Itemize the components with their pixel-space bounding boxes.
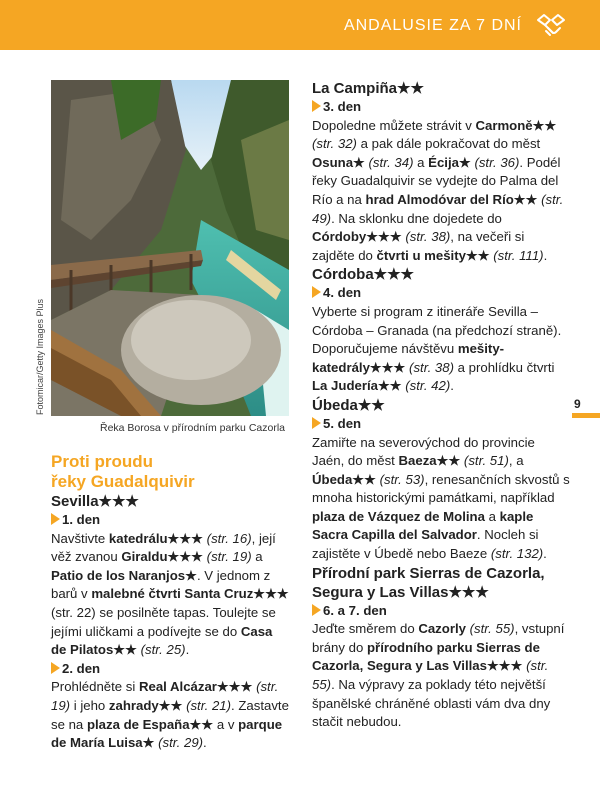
heading-cordoba: Córdoba★★★ (312, 266, 415, 284)
day-1-text: Navštivte katedrálu★★★ (str. 16), její věž zvanou Giraldu★★★ (str. 19) a Patio de los Naranjos★. V jednom z barů v malebné čtvrti Santa Cruz★★★ (str. 22) se posilněte tapas. Toulejte se jejími uličkami a podívejte se do Casa de Pilatos★★ (str. 25). (51, 530, 289, 658)
day-2-text: Prohlédněte si Real Alcázar★★★ (str. 19) i jeho zahrady★★ (str. 21). Zastavte se na plaza de España★★ a v parque de María Luisa★ (str. 29). (51, 679, 289, 751)
river-photo (51, 80, 289, 416)
triangle-icon (312, 286, 321, 298)
triangle-icon (51, 513, 60, 525)
page-number: 9 (574, 397, 581, 411)
page-number-bar (572, 413, 600, 418)
itinerary-column-right (312, 79, 570, 732)
day-5-text: Zamiřte na severovýchod do provincie Jaén, do měst Baeza★★ (str. 51), a Úbeda★★ (str. 53), renesančních skvostů s mnoha historickými památkami, například plaza de Vázquez de Molina a kaple Sacra Capilla del Salvador. Nocleh si zajistěte v Úbedě nebo Baeze (str. 132). (312, 434, 570, 562)
photo-caption: Řeka Borosa v přírodním parku Cazorla (100, 422, 285, 434)
photo-credit: Fotomicar/Getty Images Plus (35, 298, 45, 415)
heading-ubeda: Úbeda★★ (312, 396, 385, 414)
itinerary-column-left (51, 452, 291, 753)
chapter-header (0, 0, 600, 50)
day-4-label: 4. den (312, 284, 570, 303)
day-3-label: 3. den (312, 98, 570, 117)
section-title: Proti proudu řeky Guadalquivir (51, 452, 195, 491)
heading-sevilla: Sevilla★★★ (51, 493, 139, 510)
day-3-text: Dopoledne můžete strávit v Carmoně★★ (str. 32) a pak dále pokračovat do měst Osuna★ (str. 34) a Écija★ (str. 36). Podél řeky Guadalquivir se vydejte do Palma del Río a na hrad Almodóvar del Río★★ (str. 49). Na sklonku dne dojedete do Córdoby★★★ (str. 38), na večeři si zajděte do čtvrti u mešity★★ (str. 111). (312, 117, 564, 263)
handshake-icon (536, 12, 566, 40)
triangle-icon (312, 417, 321, 429)
heading-natural-park: Přírodní park Sierras de Cazorla, Segura y Las Villas★★★ (312, 564, 545, 601)
triangle-icon (312, 604, 321, 616)
day-4-text: Vyberte si program z itineráře Sevilla – Córdoba – Granada (na předchozí straně). Doporučujeme návštěvu mešity-katedrály★★★ (str. 38) a prohlídku čtvrti La Judería★★ (str. 42). (312, 303, 562, 394)
day-1-label: 1. den (51, 511, 291, 530)
day-6-7-text: Jeďte směrem do Cazorly (str. 55), vstupní brány do přírodního parku Sierras de Cazorla, Segura y Las Villas★★★ (str. 55). Na výpravy za poklady této největší španělské chráněné oblasti vám dva dny stačit nebudou. (312, 621, 565, 730)
triangle-icon (51, 662, 60, 674)
chapter-title: ANDALUSIE ZA 7 DNÍ (343, 17, 522, 34)
heading-la-campina: La Campiña★★ (312, 80, 424, 97)
day-5-label: 5. den (312, 415, 570, 434)
triangle-icon (312, 100, 321, 112)
day-6-7-label: 6. a 7. den (312, 602, 570, 621)
day-2-label: 2. den (51, 660, 291, 679)
